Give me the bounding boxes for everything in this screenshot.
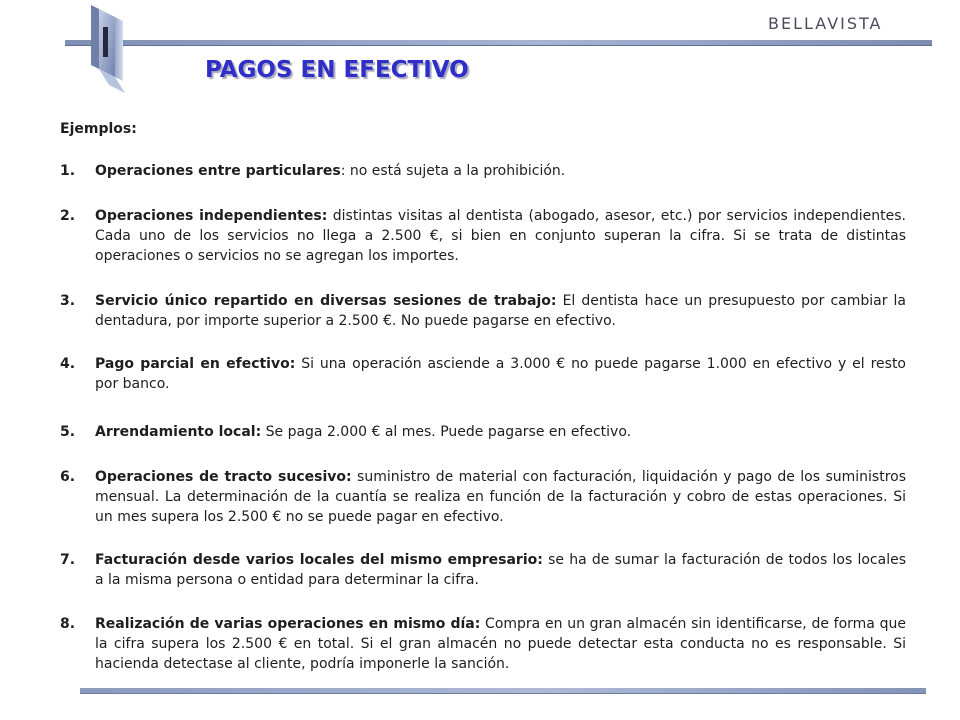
footer-rule xyxy=(80,688,926,694)
item-label: Operaciones independientes: xyxy=(95,208,328,224)
bellavista-logo-icon xyxy=(85,3,131,95)
page-title: PAGOS EN EFECTIVO xyxy=(205,57,469,83)
item-label: Realización de varias operaciones en mismo día: xyxy=(95,616,481,632)
item-text: : no está sujeta a la prohibición. xyxy=(340,163,566,179)
list-item xyxy=(60,550,906,590)
brand-name: BELLAVISTA xyxy=(768,14,883,33)
item-label: Operaciones entre particulares xyxy=(95,163,341,179)
item-text: suministro de material con facturación, liquidación y pago de los suministros mensual. La determinación de la cuantía se realiza en función de la facturación y cobro de estas operaciones. Si un mes supera los 2.500 € no se puede pagar en efectivo. xyxy=(95,469,906,525)
item-number: 1. xyxy=(60,163,76,179)
list-item xyxy=(60,291,906,331)
item-text: distintas visitas al dentista (abogado, asesor, etc.) por servicios independientes. Cada uno de los servicios no llega a 2.500 €, si bien en conjunto superan la cifra. Si se trata de distintas operaciones o servicios no se agregan los importes. xyxy=(95,208,906,264)
list-item xyxy=(60,422,906,442)
header-rule xyxy=(65,40,932,46)
item-number: 2. xyxy=(60,208,76,224)
item-text: Compra en un gran almacén sin identificarse, de forma que la cifra supera los 2.500 € en total. Si el gran almacén no puede detectar esta conducta no es responsable. Si hacienda detectase al cliente, podría imponerle la sanción. xyxy=(95,616,906,672)
item-number: 3. xyxy=(60,293,76,309)
item-text: El dentista hace un presupuesto por cambiar la dentadura, por importe superior a 2.500 €. No puede pagarse en efectivo. xyxy=(95,293,907,329)
examples-heading: Ejemplos: xyxy=(60,121,137,137)
item-number: 4. xyxy=(60,356,76,372)
list-item xyxy=(60,206,906,266)
item-number: 8. xyxy=(60,616,76,632)
item-label: Arrendamiento local: xyxy=(95,424,262,440)
item-number: 5. xyxy=(60,424,76,440)
item-label: Facturación desde varios locales del mismo empresario: xyxy=(95,552,543,568)
item-text: se ha de sumar la facturación de todos los locales a la misma persona o entidad para determinar la cifra. xyxy=(95,552,906,588)
item-label: Operaciones de tracto sucesivo: xyxy=(95,469,352,485)
list-item xyxy=(60,467,906,527)
item-label: Servicio único repartido en diversas sesiones de trabajo: xyxy=(95,293,557,309)
list-item xyxy=(60,354,906,394)
list-item xyxy=(60,161,906,181)
list-item xyxy=(60,614,906,674)
item-text: Si una operación asciende a 3.000 € no puede pagarse 1.000 en efectivo y el resto por banco. xyxy=(95,356,906,392)
item-text: Se paga 2.000 € al mes. Puede pagarse en efectivo. xyxy=(261,424,632,440)
item-number: 7. xyxy=(60,552,76,568)
item-label: Pago parcial en efectivo: xyxy=(95,356,296,372)
item-number: 6. xyxy=(60,469,76,485)
